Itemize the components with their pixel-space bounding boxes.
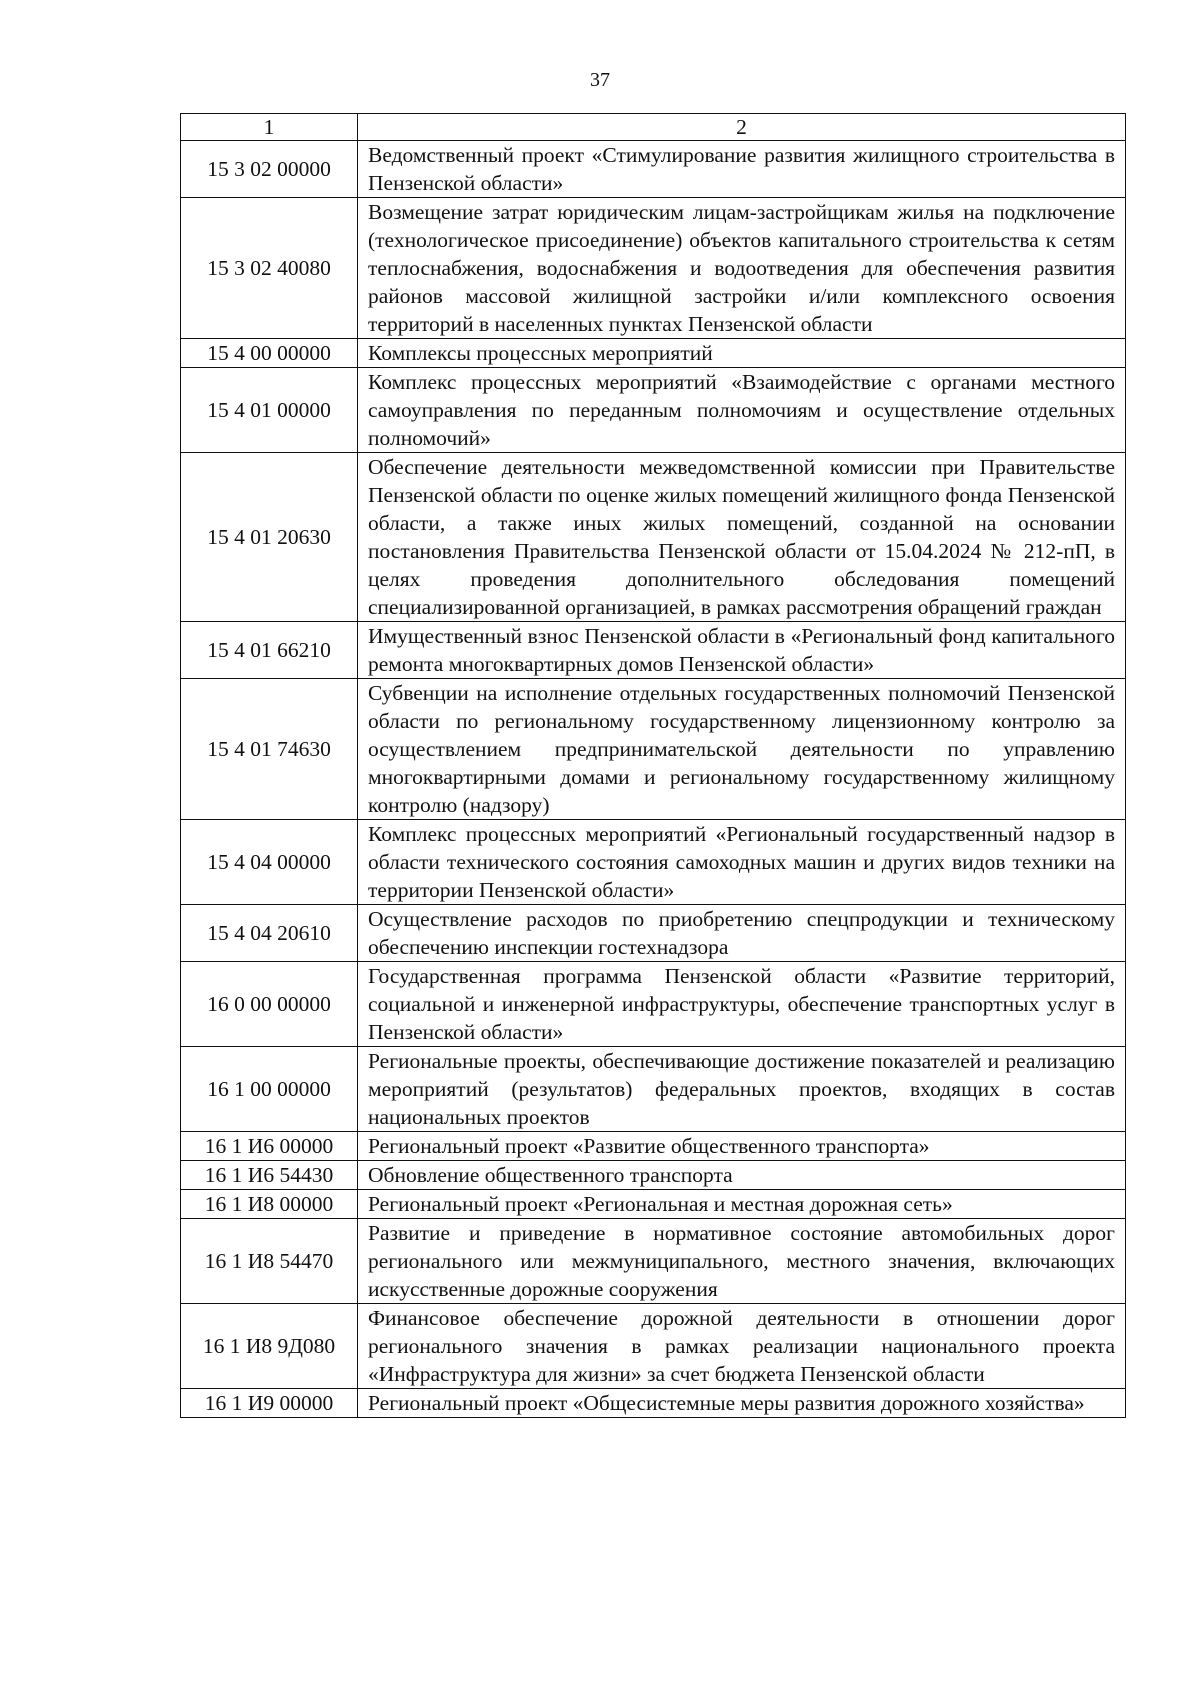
- table-row: [181, 820, 1126, 905]
- row-description: Финансовое обеспечение дорожной деятельности в отношении дорог регионального значения в рамках реализации национального проекта «Инфраструктура для жизни» за счет бюджета Пензенской области: [358, 1304, 1126, 1389]
- row-code: 15 4 04 20610: [181, 905, 358, 962]
- row-code: 15 4 04 00000: [181, 820, 358, 905]
- table-row: [181, 368, 1126, 453]
- row-code: 16 0 00 00000: [181, 962, 358, 1047]
- table-row: [181, 453, 1126, 622]
- row-description: Комплексы процессных мероприятий: [358, 339, 1126, 368]
- row-code: 16 1 И8 00000: [181, 1190, 358, 1219]
- table-header-row: [181, 114, 1126, 141]
- row-description: Комплекс процессных мероприятий «Региональный государственный надзор в области технического состояния самоходных машин и других видов техники на территории Пензенской области»: [358, 820, 1126, 905]
- table-row: [181, 1219, 1126, 1304]
- row-code: 15 4 01 66210: [181, 622, 358, 679]
- row-code: 15 4 01 20630: [181, 453, 358, 622]
- table-row: [181, 1047, 1126, 1132]
- row-description: Развитие и приведение в нормативное состояние автомобильных дорог регионального или межмуниципального, местного значения, включающих искусственные дорожные сооружения: [358, 1219, 1126, 1304]
- row-description: Ведомственный проект «Стимулирование развития жилищного строительства в Пензенской области»: [358, 141, 1126, 198]
- row-description: Возмещение затрат юридическим лицам-застройщикам жилья на подключение (технологическое присоединение) объектов капитального строительства к сетям теплоснабжения, водоснабжения и водоотведения для обеспечения развития районов массовой жилищной застройки и/или комплексного освоения территорий в населенных пунктах Пензенской области: [358, 198, 1126, 339]
- column-header-description: 2: [358, 114, 1126, 141]
- table-row: [181, 1304, 1126, 1389]
- row-description: Обновление общественного транспорта: [358, 1161, 1126, 1190]
- row-description: Региональные проекты, обеспечивающие достижение показателей и реализацию мероприятий (результатов) федеральных проектов, входящих в состав национальных проектов: [358, 1047, 1126, 1132]
- row-description: Обеспечение деятельности межведомственной комиссии при Правительстве Пензенской области по оценке жилых помещений жилищного фонда Пензенской области, а также иных жилых помещений, созданной на основании постановления Правительства Пензенской области от 15.04.2024 № 212-пП, в целях проведения дополнительного обследования помещений специализированной организацией, в рамках рассмотрения обращений граждан: [358, 453, 1126, 622]
- row-code: 15 3 02 00000: [181, 141, 358, 198]
- row-code: 16 1 И6 00000: [181, 1132, 358, 1161]
- row-description: Субвенции на исполнение отдельных государственных полномочий Пензенской области по региональному государственному лицензионному контролю за осуществлением предпринимательской деятельности по управлению многоквартирными домами и региональному государственному жилищному контролю (надзору): [358, 679, 1126, 820]
- table-row: [181, 1389, 1126, 1418]
- row-code: 16 1 00 00000: [181, 1047, 358, 1132]
- table-row: [181, 141, 1126, 198]
- table-row: [181, 962, 1126, 1047]
- row-description: Осуществление расходов по приобретению спецпродукции и техническому обеспечению инспекции гостехнадзора: [358, 905, 1126, 962]
- row-code: 16 1 И9 00000: [181, 1389, 358, 1418]
- row-code: 16 1 И6 54430: [181, 1161, 358, 1190]
- row-description: Региональный проект «Региональная и местная дорожная сеть»: [358, 1190, 1126, 1219]
- budget-classification-table: [180, 113, 1126, 1418]
- row-description: Имущественный взнос Пензенской области в «Региональный фонд капитального ремонта многоквартирных домов Пензенской области»: [358, 622, 1126, 679]
- table-row: [181, 679, 1126, 820]
- row-code: 15 4 00 00000: [181, 339, 358, 368]
- row-description: Комплекс процессных мероприятий «Взаимодействие с органами местного самоуправления по переданным полномочиям и осуществление отдельных полномочий»: [358, 368, 1126, 453]
- table-row: [181, 622, 1126, 679]
- table-row: [181, 1161, 1126, 1190]
- table-row: [181, 198, 1126, 339]
- table-row: [181, 905, 1126, 962]
- column-header-code: 1: [181, 114, 358, 141]
- page-number: 37: [590, 69, 610, 91]
- table-row: [181, 1132, 1126, 1161]
- row-description: Региональный проект «Развитие общественного транспорта»: [358, 1132, 1126, 1161]
- table-row: [181, 1190, 1126, 1219]
- row-description: Государственная программа Пензенской области «Развитие территорий, социальной и инженерной инфраструктуры, обеспечение транспортных услуг в Пензенской области»: [358, 962, 1126, 1047]
- table-row: [181, 339, 1126, 368]
- row-description: Региональный проект «Общесистемные меры развития дорожного хозяйства»: [358, 1389, 1126, 1418]
- row-code: 15 3 02 40080: [181, 198, 358, 339]
- row-code: 16 1 И8 9Д080: [181, 1304, 358, 1389]
- row-code: 15 4 01 00000: [181, 368, 358, 453]
- row-code: 15 4 01 74630: [181, 679, 358, 820]
- row-code: 16 1 И8 54470: [181, 1219, 358, 1304]
